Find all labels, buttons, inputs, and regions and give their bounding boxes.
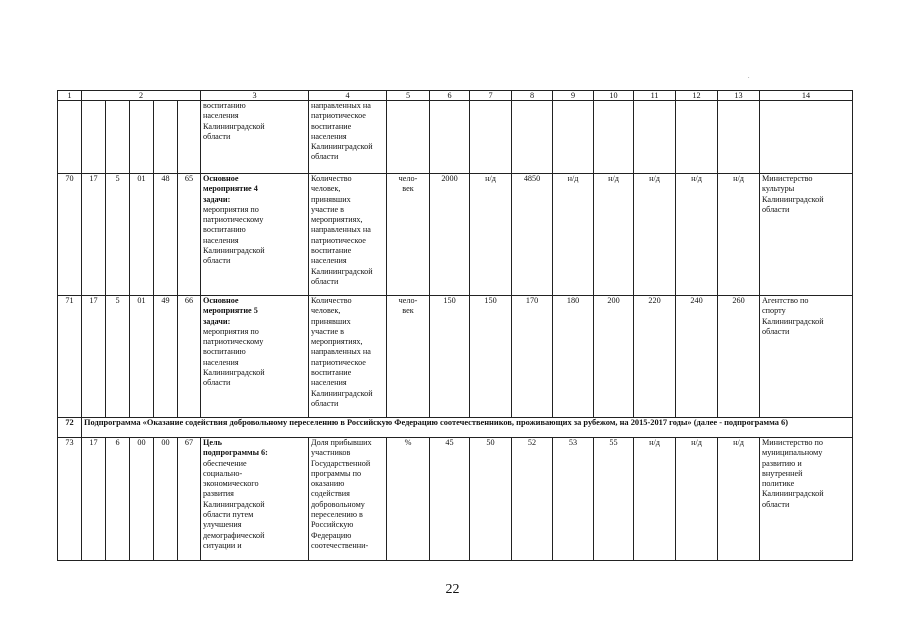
responsible-cell: Агентство по спорту Калининградской области (760, 296, 853, 418)
row-number: 71 (58, 296, 82, 418)
code-cell: 49 (154, 296, 178, 418)
indicator-cell: направленных на патриотическое воспитание населения Калининградской области (309, 101, 387, 174)
subprogram-title: Подпрограмма «Оказание содействия добровольному переселению в Российскую Федерацию соотечественников, проживающих за рубежом, на 2015-2017 годы» (далее - подпрограмма 6) (82, 418, 853, 438)
value-cell: 50 (470, 438, 512, 561)
row-number: 73 (58, 438, 82, 561)
header-cell: 9 (553, 91, 594, 101)
event-name-cell (201, 174, 309, 296)
value-cell: 200 (594, 296, 634, 418)
code-cell: 00 (154, 438, 178, 561)
code-cell: 48 (154, 174, 178, 296)
value-cell: 150 (470, 296, 512, 418)
event-name-cell (201, 296, 309, 418)
code-cell: 01 (130, 296, 154, 418)
header-cell: 2 (82, 91, 201, 101)
value-cell: н/д (470, 174, 512, 296)
indicators-table (57, 90, 853, 561)
header-cell: 13 (718, 91, 760, 101)
indicator-cell: Доля прибывших участников Государственной программы по оказанию содействия добровольному переселению в Российскую Федерацию соотечественни- (309, 438, 387, 561)
value-cell: н/д (676, 438, 718, 561)
page-number: 22 (445, 582, 460, 597)
code-cell: 6 (106, 438, 130, 561)
scan-mark: . (748, 74, 750, 80)
value-cell: 53 (553, 438, 594, 561)
code-cell: 17 (82, 296, 106, 418)
value-cell: 180 (553, 296, 594, 418)
event-title: Основное мероприятие 4 задачи: (203, 174, 258, 204)
header-cell: 10 (594, 91, 634, 101)
code-cell: 5 (106, 174, 130, 296)
value-cell: н/д (634, 174, 676, 296)
value-cell: 52 (512, 438, 553, 561)
header-cell: 3 (201, 91, 309, 101)
code-cell: 01 (130, 174, 154, 296)
value-cell: 260 (718, 296, 760, 418)
unit-cell: чело- век (387, 174, 430, 296)
value-cell: 4850 (512, 174, 553, 296)
unit-cell: чело- век (387, 296, 430, 418)
value-cell: н/д (718, 174, 760, 296)
responsible-cell: Министерство культуры Калининградской области (760, 174, 853, 296)
unit-cell: % (387, 438, 430, 561)
header-cell: 5 (387, 91, 430, 101)
value-cell: 150 (430, 296, 470, 418)
value-cell: 170 (512, 296, 553, 418)
row-number: 72 (58, 418, 82, 438)
value-cell: н/д (634, 438, 676, 561)
subprogram-row (58, 418, 853, 438)
value-cell: 45 (430, 438, 470, 561)
header-cell: 6 (430, 91, 470, 101)
code-cell: 17 (82, 174, 106, 296)
value-cell: 240 (676, 296, 718, 418)
header-cell: 11 (634, 91, 676, 101)
indicator-cell: Количество человек, принявших участие в мероприятиях, направленных на патриотическое воспитание населения Калининградской области (309, 174, 387, 296)
event-description: мероприятия по патриотическому воспитанию населения Калининградской области (203, 326, 265, 388)
value-cell: н/д (676, 174, 718, 296)
table-row (58, 101, 853, 174)
column-number-row (58, 91, 853, 101)
code-cell: 17 (82, 438, 106, 561)
value-cell: н/д (594, 174, 634, 296)
value-cell: 220 (634, 296, 676, 418)
value-cell: н/д (553, 174, 594, 296)
row-number: 70 (58, 174, 82, 296)
code-cell: 00 (130, 438, 154, 561)
event-description: мероприятия по патриотическому воспитанию населения Калининградской области (203, 204, 265, 266)
goal-description: обеспечение социально- экономического развития Калининградской области путем улучшения демографической ситуации и (203, 458, 265, 550)
header-cell: 14 (760, 91, 853, 101)
value-cell: 55 (594, 438, 634, 561)
goal-name-cell (201, 438, 309, 561)
value-cell: 2000 (430, 174, 470, 296)
header-cell: 12 (676, 91, 718, 101)
indicator-cell: Количество человек, принявших участие в мероприятиях, направленных на патриотическое воспитание населения Калининградской области (309, 296, 387, 418)
table-row (58, 296, 853, 418)
header-cell: 4 (309, 91, 387, 101)
table-row (58, 174, 853, 296)
value-cell: н/д (718, 438, 760, 561)
code-cell: 65 (178, 174, 201, 296)
event-title: Основное мероприятие 5 задачи: (203, 296, 258, 326)
header-cell: 8 (512, 91, 553, 101)
header-cell: 7 (470, 91, 512, 101)
table-row (58, 438, 853, 561)
goal-title: Цель подпрограммы 6: (203, 438, 268, 458)
responsible-cell: Министерство по муниципальному развитию и внутренней политике Калининградской области (760, 438, 853, 561)
event-name-cell: воспитанию населения Калининградской области (201, 101, 309, 174)
code-cell: 66 (178, 296, 201, 418)
code-cell: 67 (178, 438, 201, 561)
header-cell: 1 (58, 91, 82, 101)
code-cell: 5 (106, 296, 130, 418)
